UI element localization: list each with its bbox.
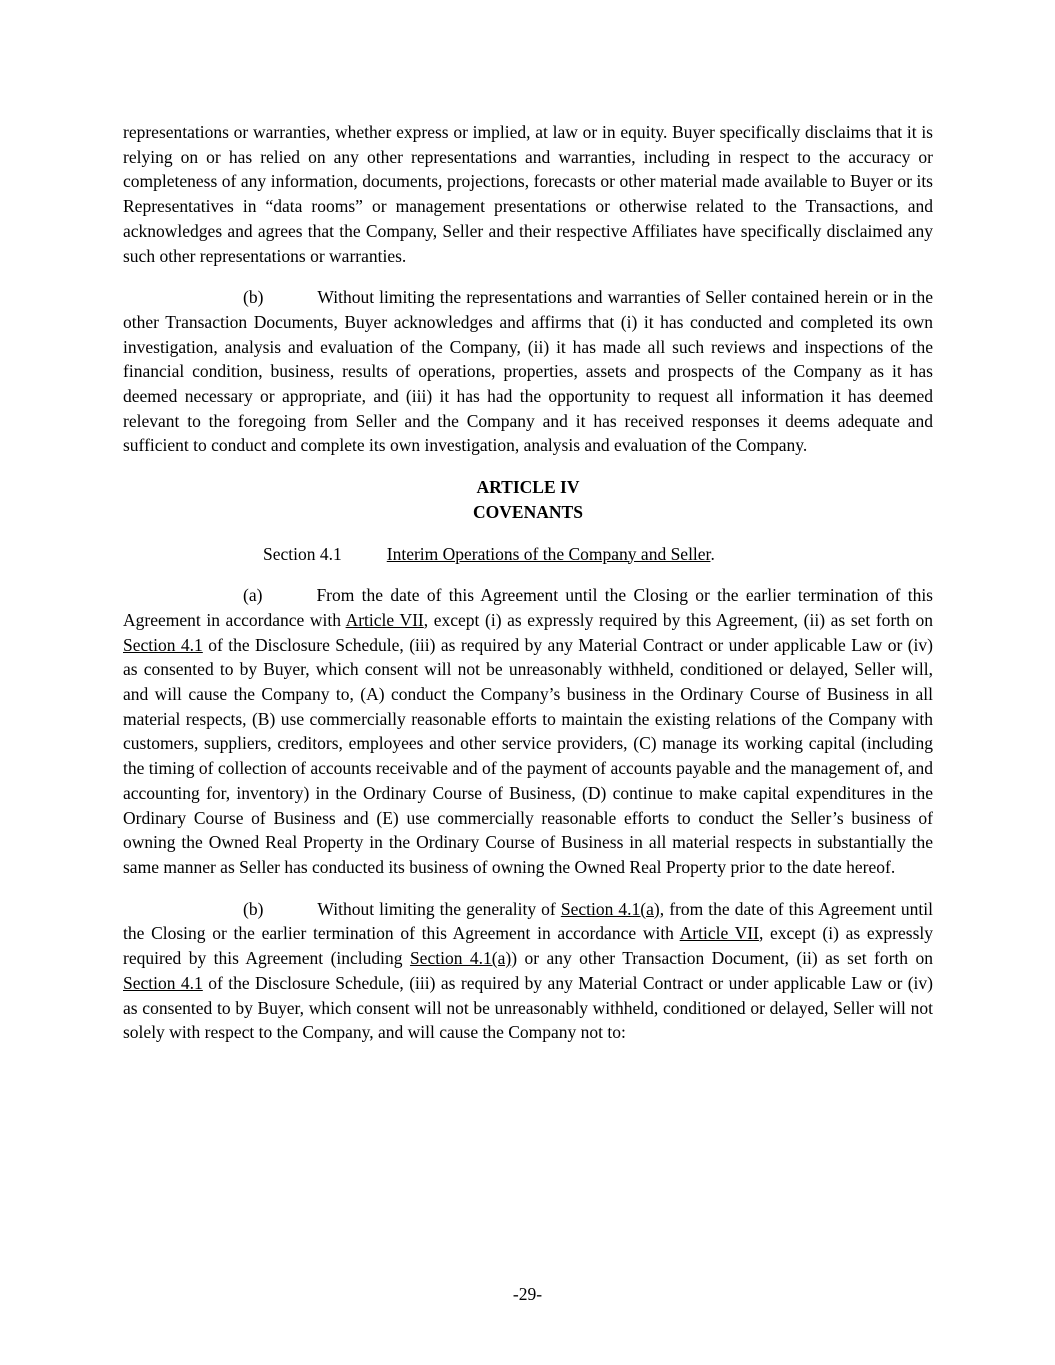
paragraph-text: ) or any other Transaction Document, (ii) as set forth on: [511, 948, 933, 969]
cross-reference-section-4-1a: Section 4.1(a): [409, 948, 512, 969]
cross-reference-article-vii: Article VII: [345, 609, 424, 630]
paragraph-a-interim-operations: [123, 583, 933, 879]
section-title-period: .: [710, 543, 715, 564]
paragraph-text: , except (i) as expressly required by this Agreement, (ii) as set forth on: [423, 609, 933, 630]
cross-reference-article-vii: Article VII: [679, 923, 759, 944]
cross-reference-section-4-1: Section 4.1: [123, 634, 203, 655]
article-title: COVENANTS: [473, 501, 583, 522]
cross-reference-section-4-1: Section 4.1: [123, 972, 203, 993]
page-number: -29-: [512, 1284, 543, 1305]
paragraph-text: Without limiting the generality of: [317, 898, 561, 919]
paragraph-text: of the Disclosure Schedule, (iii) as required by any Material Contract or under applicable Law or (iv) as consented to by Buyer, which consent will not be unreasonably withheld, conditioned or delayed, Seller will not solely with respect to the Company, and will cause the Company not to:: [123, 972, 933, 1043]
paragraph-text: of the Disclosure Schedule, (iii) as required by any Material Contract or under applicable Law or (iv) as consented to by Buyer, which consent will not be unreasonably withheld, conditioned or delayed, Seller will, and will cause the Company to, (A) conduct the Company’s business in the Ordinary Course of Business in all material respects, (B) use commercially reasonable efforts to maintain the existing relations of the Company with customers, suppliers, creditors, employees and other service providers, (C) manage its working capital (including the timing of collection of accounts receivable and of the payment of accounts payable and the management of, and accounting for, inventory) in the Ordinary Course of Business, (D) continue to make capital expenditures in the Ordinary Course of Business and (E) use commercially reasonable efforts to conduct the Seller’s business of owning the Owned Real Property in the Ordinary Course of Business in all material respects in substantially the same manner as Seller has conducted its business of owning the Owned Real Property prior to the date hereof.: [123, 634, 933, 877]
paragraph-text: From the date of this Agreement until the Closing or the earlier termination of this Agreement in accordance with: [123, 585, 933, 630]
article-number: ARTICLE IV: [476, 477, 580, 498]
paragraph-continuation: [123, 120, 933, 268]
paragraph-label: (b): [243, 287, 264, 308]
paragraph-text: , from the date of this Agreement until the Closing or the earlier termination of this Agreement in accordance with: [123, 898, 933, 944]
section-title: Interim Operations of the Company and Seller: [386, 543, 711, 564]
article-heading: [123, 475, 933, 524]
section-4-1-heading: [123, 542, 933, 567]
paragraph-label: (b): [243, 898, 264, 919]
paragraph-text: representations or warranties, whether express or implied, at law or in equity. Buyer specifically disclaims that it is relying on or has relied on any other representations and warranties, including in respect to the accuracy or completeness of any information, documents, projections, forecasts or other material made available to Buyer or its Representatives in “data rooms” or management presentations or otherwise related to the Transactions, and acknowledges and agrees that the Company, Seller and their respective Affiliates have specifically disclaimed any such other representations or warranties.: [123, 122, 933, 266]
paragraph-b-negative-covenants: [123, 897, 933, 1045]
paragraph-b-acknowledgment: [123, 285, 933, 458]
section-label: Section 4.1: [263, 543, 342, 564]
paragraph-text: Without limiting the representations and warranties of Seller contained herein or in the other Transaction Documents, Buyer acknowledges and affirms that (i) it has conducted and completed its own investigation, analysis and evaluation of the Company, (ii) it has made all such reviews and inspections of the financial condition, business, results of operations, properties, assets and prospects of the Company as it has deemed necessary or appropriate, and (iii) it has had the opportunity to request all information it has deemed relevant to the foregoing from Seller and the Company and it has received responses it deems adequate and sufficient to conduct and complete its own investigation, analysis and evaluation of the Company.: [123, 287, 933, 456]
paragraph-label: (a): [243, 585, 263, 606]
cross-reference-section-4-1a: Section 4.1(a): [560, 898, 660, 919]
paragraph-text: , except (i) as expressly required by this Agreement (including: [123, 923, 933, 969]
